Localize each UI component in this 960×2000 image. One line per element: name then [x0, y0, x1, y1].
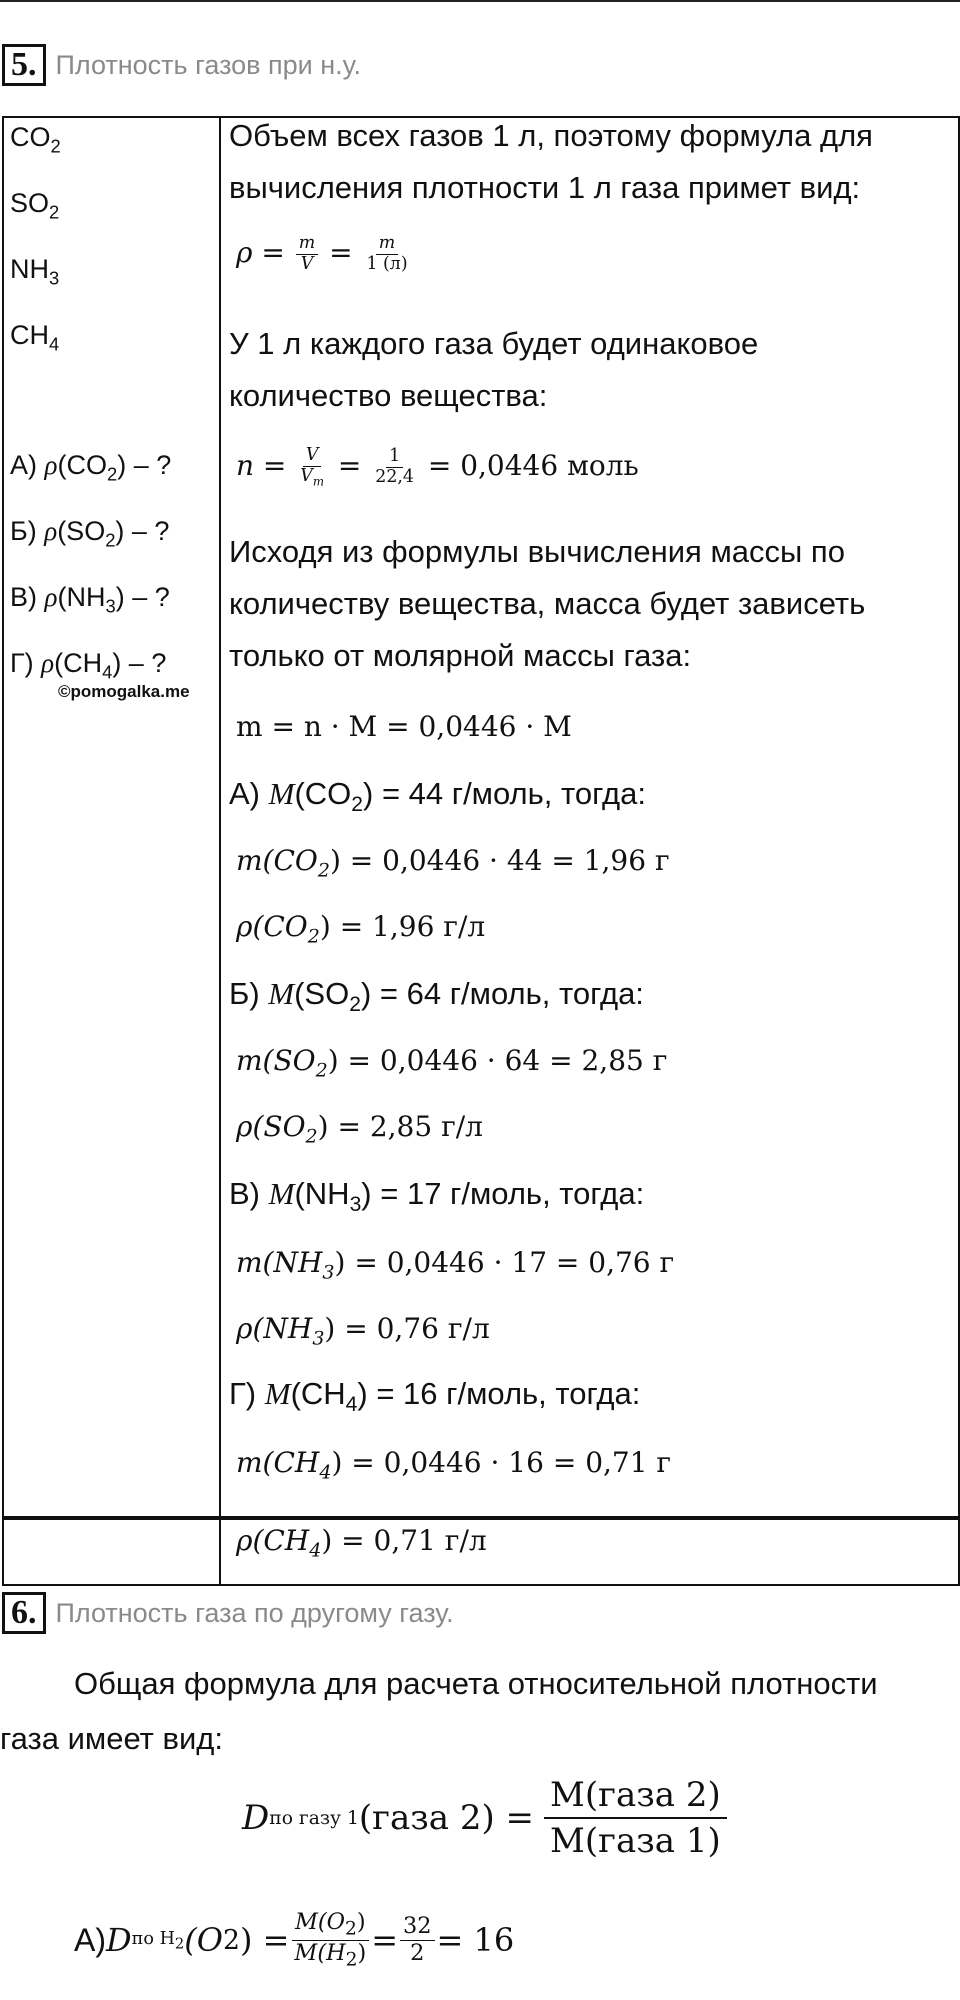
- paragraph: Общая формула для расчета относительной плотности: [74, 1666, 878, 1701]
- solution-text: Объем всех газов 1 л, поэтому формула для: [229, 118, 873, 153]
- case-mass: $m(CH_4) = 0,0446 \cdot 16 = 0,71$ г: [236, 1446, 672, 1484]
- answer-a: А) D по $H_2$ (O 2 ) = $\frac{M(O_2)}{M(H_2)}$ = $\frac{32}{2}$ = 16: [74, 1909, 515, 1971]
- section-number: 6.: [2, 1592, 46, 1634]
- question-item: Б) $\rho(SO_2)$ – ?: [10, 516, 170, 551]
- case-density: $\rho(NH_3) = 0,76$ г/л: [236, 1312, 490, 1350]
- solution-text: количеству вещества, масса будет зависеть: [229, 586, 866, 621]
- given-gas: $SO_2$: [10, 188, 60, 223]
- given-gas: $CO_2$: [10, 122, 61, 157]
- question-item: В) $\rho(NH_3)$ – ?: [10, 582, 170, 617]
- section-title: Плотность газов при н.у.: [55, 49, 361, 80]
- table-divider-continued: [219, 1518, 221, 1584]
- amount-formula: n = $\frac{V}{V_m}$ = $\frac{1}{22,4}$ = 0,0446 моль: [236, 445, 639, 489]
- section-6-heading: [2, 1592, 454, 1634]
- top-rule: [0, 0, 960, 2]
- given-gas: $CH_4$: [10, 320, 60, 355]
- solution-text: количество вещества:: [229, 378, 548, 413]
- density-formula: ρ = $\frac{m}{V}$ = $\frac{m}{1 (л)}$: [236, 233, 408, 274]
- paragraph: газа имеет вид:: [0, 1721, 223, 1756]
- mass-formula: m = n · M = 0,0446 · M: [236, 710, 572, 743]
- relative-density-formula: D по газу 1 (газа 2) = M(газа 2) M(газа 1): [242, 1775, 727, 1861]
- watermark: ©pomogalka.me: [58, 682, 190, 701]
- question-item: А) $\rho(CO_2)$ – ?: [10, 450, 172, 485]
- case-mass: $m(CO_2) = 0,0446 \cdot 44 = 1,96$ г: [236, 844, 670, 882]
- case-heading: А) $M(CO_2) = 44$ г/моль, тогда:: [229, 776, 646, 817]
- case-heading: В) $M(NH_3) = 17$ г/моль, тогда:: [229, 1176, 645, 1217]
- case-density: $\rho(SO_2) = 2,85$ г/л: [236, 1110, 483, 1148]
- case-heading: Г) $M(CH_4) = 16$ г/моль, тогда:: [229, 1376, 641, 1417]
- case-heading: Б) $M(SO_2) = 64$ г/моль, тогда:: [229, 976, 644, 1017]
- section-5-heading: [2, 44, 361, 86]
- case-density: $\rho(CO_2) = 1,96$ г/л: [236, 910, 486, 948]
- case-mass: $m(NH_3) = 0,0446 \cdot 17 = 0,76$ г: [236, 1246, 675, 1284]
- given-gas: $NH_3$: [10, 254, 60, 289]
- case-mass: $m(SO_2) = 0,0446 \cdot 64 = 2,85$ г: [236, 1044, 668, 1082]
- section-title: Плотность газа по другому газу.: [55, 1597, 454, 1628]
- case-density: $\rho(CH_4) = 0,71$ г/л: [236, 1524, 487, 1562]
- solution-text: вычисления плотности 1 л газа примет вид:: [229, 170, 861, 205]
- solution-text: У 1 л каждого газа будет одинаковое: [229, 326, 759, 361]
- question-item: Г) $\rho(CH_4)$ – ?: [10, 648, 167, 683]
- solution-text: только от молярной массы газа:: [229, 638, 692, 673]
- section-number: 5.: [2, 44, 46, 86]
- solution-text: Исходя из формулы вычисления массы по: [229, 534, 845, 569]
- table-divider: [219, 116, 221, 1516]
